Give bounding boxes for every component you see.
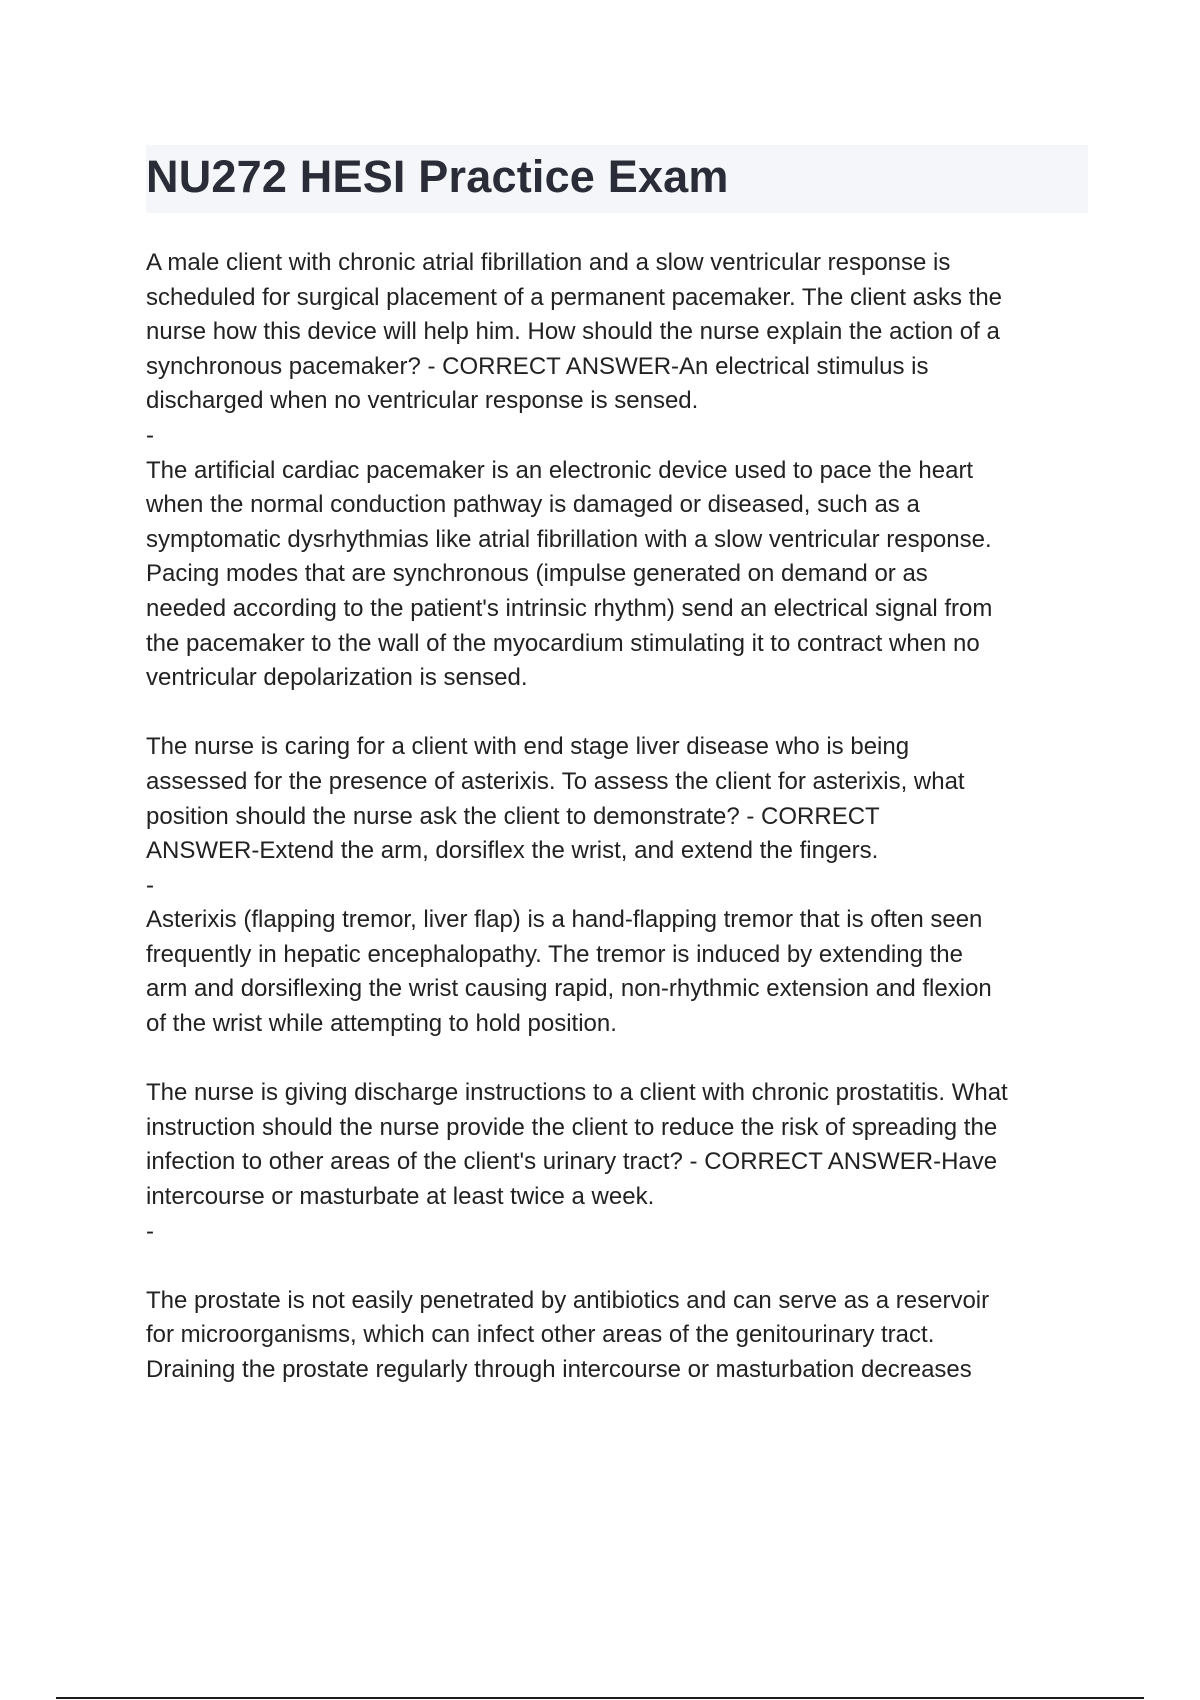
separator-dash: - bbox=[146, 871, 154, 899]
text-line: scheduled for surgical placement of a permanent pacemaker. The client asks the bbox=[146, 283, 1003, 311]
separator-dash: - bbox=[146, 1217, 154, 1245]
question-text bbox=[146, 730, 1096, 868]
qa-block bbox=[146, 1076, 1096, 1387]
text-line: ventricular depolarization is sensed. bbox=[146, 664, 528, 692]
text-line: The nurse is giving discharge instructions to a client with chronic prostatitis. What bbox=[146, 1079, 1008, 1107]
text-line: arm and dorsiflexing the wrist causing rapid, non-rhythmic extension and flexion bbox=[146, 975, 992, 1003]
text-line: of the wrist while attempting to hold position. bbox=[146, 1010, 617, 1038]
text-line: The artificial cardiac pacemaker is an electronic device used to pace the heart bbox=[146, 456, 974, 484]
text-line: when the normal conduction pathway is damaged or diseased, such as a bbox=[146, 491, 920, 519]
document-body bbox=[146, 246, 1096, 1388]
text-line: Pacing modes that are synchronous (impulse generated on demand or as bbox=[146, 560, 928, 588]
text-line: symptomatic dysrhythmias like atrial fibrillation with a slow ventricular response. bbox=[146, 525, 992, 553]
text-line: The prostate is not easily penetrated by antibiotics and can serve as a reservoir bbox=[146, 1286, 990, 1314]
text-line: synchronous pacemaker? - CORRECT ANSWER-An electrical stimulus is bbox=[146, 352, 929, 380]
text-line: for microorganisms, which can infect other areas of the genitourinary tract. bbox=[146, 1321, 935, 1349]
text-line: The nurse is caring for a client with end stage liver disease who is being bbox=[146, 733, 910, 761]
paragraph-gap bbox=[146, 1249, 1096, 1284]
rationale-text bbox=[146, 1284, 1096, 1388]
text-line: discharged when no ventricular response is sensed. bbox=[146, 387, 699, 415]
text-line: position should the nurse ask the client to demonstrate? - CORRECT bbox=[146, 802, 880, 830]
text-line: frequently in hepatic encephalopathy. The tremor is induced by extending the bbox=[146, 940, 963, 968]
separator-dash: - bbox=[146, 421, 154, 449]
page-title: NU272 HESI Practice Exam bbox=[146, 151, 729, 202]
text-line: instruction should the nurse provide the client to reduce the risk of spreading the bbox=[146, 1113, 998, 1141]
text-line: A male client with chronic atrial fibrillation and a slow ventricular response is bbox=[146, 249, 951, 276]
paragraph-gap bbox=[146, 1042, 1096, 1077]
rationale-text bbox=[146, 903, 1096, 1041]
text-line: assessed for the presence of asterixis. To assess the client for asterixis, what bbox=[146, 767, 965, 795]
question-text bbox=[146, 246, 1096, 419]
question-text bbox=[146, 1076, 1096, 1214]
text-line: intercourse or masturbate at least twice a week. bbox=[146, 1183, 655, 1211]
qa-block bbox=[146, 246, 1096, 696]
text-line: needed according to the patient's intrinsic rhythm) send an electrical signal from bbox=[146, 594, 993, 622]
rationale-text bbox=[146, 454, 1096, 696]
paragraph-gap bbox=[146, 696, 1096, 731]
text-line: ANSWER-Extend the arm, dorsiflex the wrist, and extend the fingers. bbox=[146, 837, 879, 865]
text-line: the pacemaker to the wall of the myocardium stimulating it to contract when no bbox=[146, 629, 980, 657]
text-line: nurse how this device will help him. How should the nurse explain the action of a bbox=[146, 318, 1000, 346]
page-bottom-rule bbox=[56, 1697, 1144, 1699]
qa-block bbox=[146, 730, 1096, 1041]
text-line: Draining the prostate regularly through intercourse or masturbation decreases bbox=[146, 1356, 972, 1383]
text-line: infection to other areas of the client's urinary tract? - CORRECT ANSWER-Have bbox=[146, 1148, 998, 1176]
text-line: Asterixis (flapping tremor, liver flap) is a hand-flapping tremor that is often seen bbox=[146, 906, 983, 934]
